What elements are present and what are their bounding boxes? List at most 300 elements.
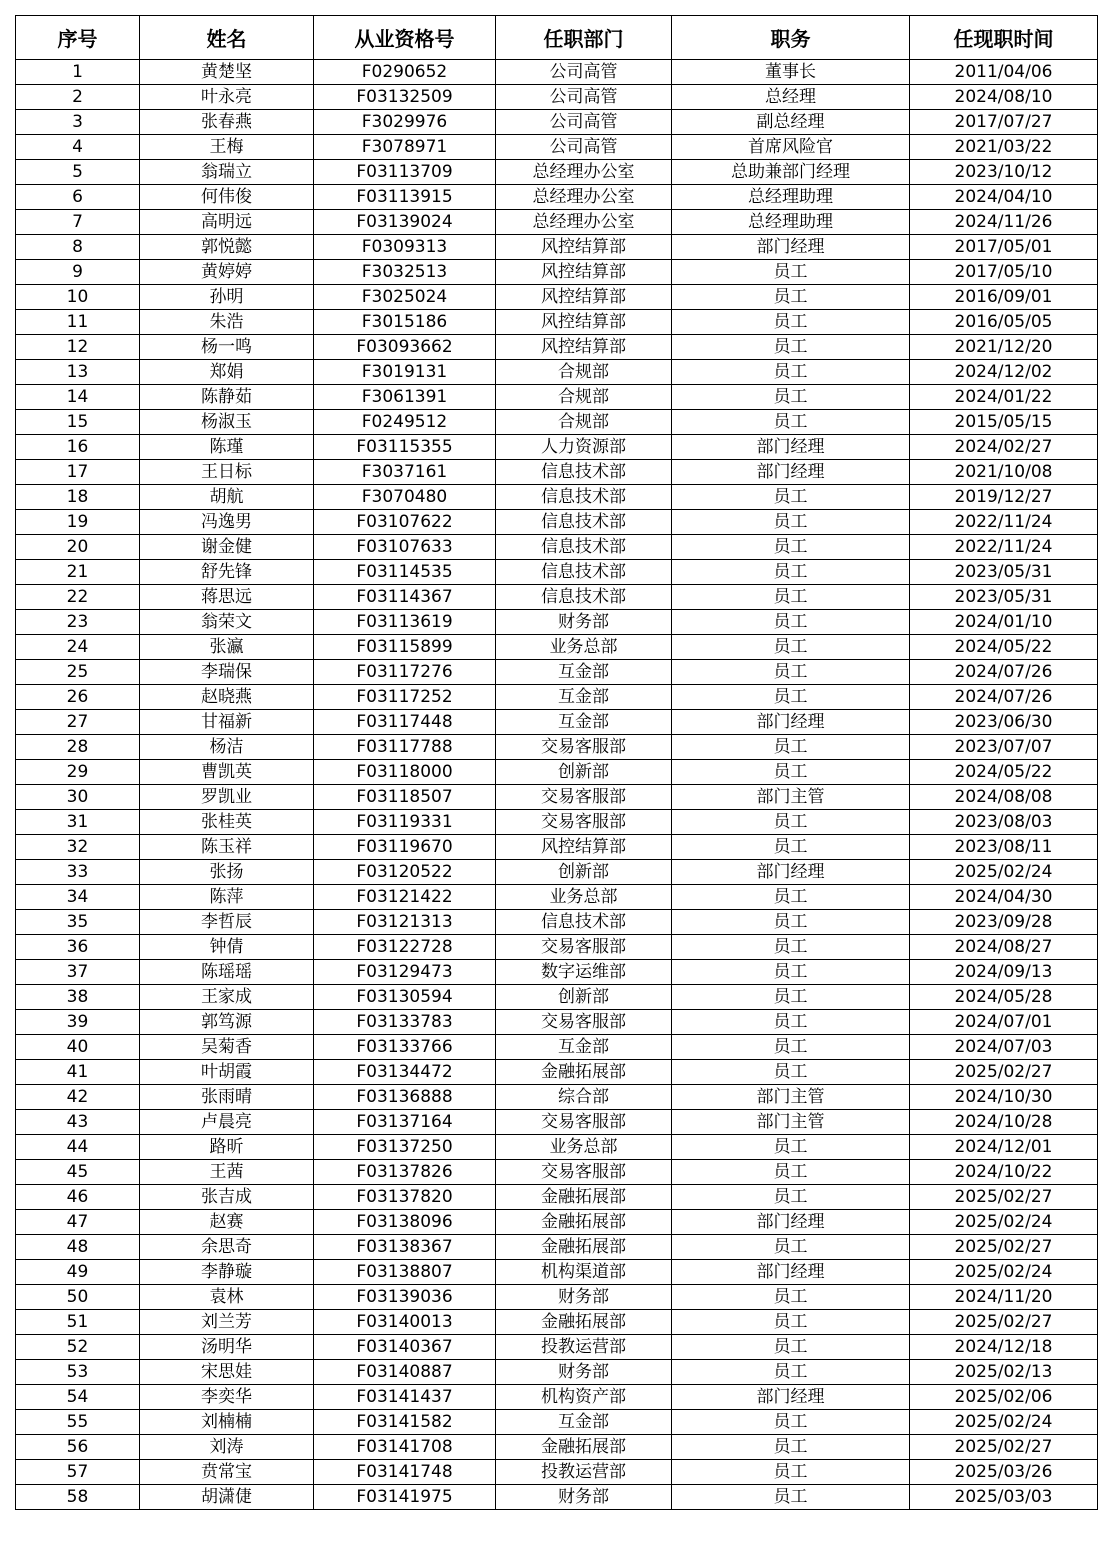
table-row [16,335,1098,360]
cell-position: 首席风险官 [672,135,910,160]
table-row [16,235,1098,260]
cell-department: 金融拓展部 [496,1435,672,1460]
cell-position: 总经理助理 [672,185,910,210]
table-row [16,135,1098,160]
cell-serial-number: 34 [16,885,140,910]
cell-position: 员工 [672,335,910,360]
cell-appointment-date: 2023/08/11 [910,835,1098,860]
cell-appointment-date: 2024/11/20 [910,1285,1098,1310]
table-row [16,1085,1098,1110]
cell-appointment-date: 2025/02/27 [910,1310,1098,1335]
cell-serial-number: 13 [16,360,140,385]
cell-department: 公司高管 [496,60,672,85]
cell-appointment-date: 2025/03/26 [910,1460,1098,1485]
cell-appointment-date: 2024/08/08 [910,785,1098,810]
table-row [16,1260,1098,1285]
cell-serial-number: 29 [16,760,140,785]
cell-serial-number: 42 [16,1085,140,1110]
cell-appointment-date: 2015/05/15 [910,410,1098,435]
table-row [16,1060,1098,1085]
cell-department: 综合部 [496,1085,672,1110]
table-row [16,210,1098,235]
cell-name: 王家成 [140,985,314,1010]
cell-appointment-date: 2023/09/28 [910,910,1098,935]
cell-department: 业务总部 [496,635,672,660]
cell-department: 金融拓展部 [496,1235,672,1260]
cell-name: 宋思娃 [140,1360,314,1385]
cell-name: 赵晓燕 [140,685,314,710]
cell-department: 风控结算部 [496,260,672,285]
cell-serial-number: 51 [16,1310,140,1335]
cell-department: 信息技术部 [496,910,672,935]
cell-appointment-date: 2022/11/24 [910,510,1098,535]
cell-serial-number: 50 [16,1285,140,1310]
cell-department: 交易客服部 [496,810,672,835]
cell-name: 叶胡霞 [140,1060,314,1085]
cell-name: 胡航 [140,485,314,510]
cell-position: 员工 [672,485,910,510]
cell-appointment-date: 2021/10/08 [910,460,1098,485]
cell-name: 路昕 [140,1135,314,1160]
cell-serial-number: 41 [16,1060,140,1085]
header-appointment-date: 任现职时间 [910,16,1098,60]
table-header [16,16,1098,60]
cell-serial-number: 10 [16,285,140,310]
cell-serial-number: 43 [16,1110,140,1135]
cell-position: 部门主管 [672,1110,910,1135]
cell-name: 钟倩 [140,935,314,960]
cell-position: 员工 [672,360,910,385]
cell-qualification-number: F03139024 [314,210,496,235]
cell-appointment-date: 2019/12/27 [910,485,1098,510]
cell-serial-number: 19 [16,510,140,535]
cell-department: 总经理办公室 [496,160,672,185]
cell-appointment-date: 2025/02/27 [910,1235,1098,1260]
cell-position: 员工 [672,585,910,610]
cell-position: 员工 [672,760,910,785]
cell-position: 员工 [672,1360,910,1385]
table-row [16,535,1098,560]
cell-appointment-date: 2023/06/30 [910,710,1098,735]
cell-department: 创新部 [496,860,672,885]
cell-appointment-date: 2024/07/03 [910,1035,1098,1060]
table-row [16,485,1098,510]
cell-qualification-number: F3078971 [314,135,496,160]
cell-department: 金融拓展部 [496,1210,672,1235]
cell-serial-number: 23 [16,610,140,635]
cell-serial-number: 17 [16,460,140,485]
table-row [16,960,1098,985]
cell-serial-number: 9 [16,260,140,285]
cell-appointment-date: 2025/02/27 [910,1060,1098,1085]
cell-qualification-number: F03136888 [314,1085,496,1110]
cell-name: 谢金健 [140,535,314,560]
cell-name: 郑娟 [140,360,314,385]
cell-qualification-number: F0249512 [314,410,496,435]
cell-position: 员工 [672,835,910,860]
cell-department: 业务总部 [496,1135,672,1160]
cell-appointment-date: 2024/11/26 [910,210,1098,235]
table-row [16,1335,1098,1360]
cell-position: 员工 [672,660,910,685]
cell-appointment-date: 2024/10/22 [910,1160,1098,1185]
table-row [16,310,1098,335]
cell-name: 李奕华 [140,1385,314,1410]
cell-serial-number: 7 [16,210,140,235]
cell-name: 翁荣文 [140,610,314,635]
cell-qualification-number: F3029976 [314,110,496,135]
cell-department: 互金部 [496,1035,672,1060]
cell-name: 余思奇 [140,1235,314,1260]
table-row [16,435,1098,460]
cell-position: 员工 [672,385,910,410]
cell-name: 赵赛 [140,1210,314,1235]
cell-name: 黄楚坚 [140,60,314,85]
cell-serial-number: 30 [16,785,140,810]
cell-serial-number: 55 [16,1410,140,1435]
cell-position: 员工 [672,1285,910,1310]
cell-position: 总经理助理 [672,210,910,235]
cell-position: 员工 [672,1010,910,1035]
cell-name: 甘福新 [140,710,314,735]
table-row [16,885,1098,910]
cell-appointment-date: 2024/10/28 [910,1110,1098,1135]
staff-qualification-table [15,15,1098,1510]
table-row [16,1185,1098,1210]
cell-qualification-number: F03117788 [314,735,496,760]
cell-position: 员工 [672,1035,910,1060]
cell-name: 何伟俊 [140,185,314,210]
cell-qualification-number: F3070480 [314,485,496,510]
cell-name: 张瀛 [140,635,314,660]
cell-department: 公司高管 [496,135,672,160]
cell-name: 朱浩 [140,310,314,335]
cell-department: 信息技术部 [496,535,672,560]
cell-department: 数字运维部 [496,960,672,985]
cell-appointment-date: 2025/02/27 [910,1435,1098,1460]
cell-qualification-number: F03140367 [314,1335,496,1360]
cell-department: 财务部 [496,1285,672,1310]
cell-appointment-date: 2025/02/27 [910,1185,1098,1210]
cell-appointment-date: 2017/05/01 [910,235,1098,260]
cell-name: 李哲辰 [140,910,314,935]
cell-qualification-number: F03119331 [314,810,496,835]
cell-appointment-date: 2016/09/01 [910,285,1098,310]
cell-qualification-number: F03119670 [314,835,496,860]
cell-name: 张雨晴 [140,1085,314,1110]
table-row [16,360,1098,385]
cell-position: 员工 [672,735,910,760]
cell-serial-number: 47 [16,1210,140,1235]
cell-name: 刘楠楠 [140,1410,314,1435]
cell-qualification-number: F03130594 [314,985,496,1010]
cell-qualification-number: F03118000 [314,760,496,785]
cell-position: 员工 [672,1435,910,1460]
table-row [16,1410,1098,1435]
table-row [16,685,1098,710]
table-row [16,585,1098,610]
cell-qualification-number: F03138807 [314,1260,496,1285]
cell-position: 员工 [672,1160,910,1185]
cell-serial-number: 31 [16,810,140,835]
cell-department: 信息技术部 [496,485,672,510]
table-row [16,1110,1098,1135]
cell-appointment-date: 2023/05/31 [910,585,1098,610]
cell-name: 张春燕 [140,110,314,135]
cell-serial-number: 8 [16,235,140,260]
table-row [16,835,1098,860]
cell-name: 张扬 [140,860,314,885]
cell-position: 员工 [672,1485,910,1510]
cell-department: 交易客服部 [496,1110,672,1135]
cell-serial-number: 36 [16,935,140,960]
cell-qualification-number: F03139036 [314,1285,496,1310]
cell-name: 汤明华 [140,1335,314,1360]
table-row [16,710,1098,735]
cell-department: 业务总部 [496,885,672,910]
cell-serial-number: 38 [16,985,140,1010]
cell-serial-number: 56 [16,1435,140,1460]
cell-department: 风控结算部 [496,835,672,860]
table-row [16,1210,1098,1235]
cell-position: 员工 [672,560,910,585]
cell-appointment-date: 2025/02/06 [910,1385,1098,1410]
cell-qualification-number: F03137820 [314,1185,496,1210]
cell-name: 杨一鸣 [140,335,314,360]
cell-serial-number: 6 [16,185,140,210]
cell-qualification-number: F03133766 [314,1035,496,1060]
cell-appointment-date: 2024/05/22 [910,635,1098,660]
cell-appointment-date: 2021/12/20 [910,335,1098,360]
cell-qualification-number: F03121422 [314,885,496,910]
cell-name: 陈玉祥 [140,835,314,860]
cell-position: 员工 [672,985,910,1010]
cell-serial-number: 48 [16,1235,140,1260]
table-row [16,510,1098,535]
cell-position: 部门经理 [672,460,910,485]
cell-position: 员工 [672,1185,910,1210]
cell-serial-number: 57 [16,1460,140,1485]
table-row [16,385,1098,410]
cell-serial-number: 16 [16,435,140,460]
cell-appointment-date: 2025/02/13 [910,1360,1098,1385]
cell-qualification-number: F03107633 [314,535,496,560]
table-row [16,635,1098,660]
cell-position: 员工 [672,1235,910,1260]
cell-appointment-date: 2024/09/13 [910,960,1098,985]
cell-qualification-number: F03132509 [314,85,496,110]
cell-qualification-number: F03138096 [314,1210,496,1235]
table-row [16,1010,1098,1035]
cell-position: 员工 [672,285,910,310]
cell-qualification-number: F03141975 [314,1485,496,1510]
cell-qualification-number: F03137250 [314,1135,496,1160]
cell-name: 刘涛 [140,1435,314,1460]
cell-serial-number: 39 [16,1010,140,1035]
cell-department: 总经理办公室 [496,185,672,210]
cell-appointment-date: 2024/02/27 [910,435,1098,460]
cell-department: 总经理办公室 [496,210,672,235]
cell-department: 公司高管 [496,85,672,110]
cell-serial-number: 52 [16,1335,140,1360]
cell-department: 交易客服部 [496,1010,672,1035]
table-row [16,910,1098,935]
cell-serial-number: 32 [16,835,140,860]
cell-serial-number: 24 [16,635,140,660]
header-position: 职务 [672,16,910,60]
cell-name: 孙明 [140,285,314,310]
cell-appointment-date: 2024/01/22 [910,385,1098,410]
table-row [16,1285,1098,1310]
cell-department: 金融拓展部 [496,1185,672,1210]
table-row [16,810,1098,835]
cell-qualification-number: F03141748 [314,1460,496,1485]
cell-department: 金融拓展部 [496,1060,672,1085]
table-row [16,1160,1098,1185]
cell-appointment-date: 2024/05/22 [910,760,1098,785]
cell-department: 投教运营部 [496,1460,672,1485]
cell-appointment-date: 2021/03/22 [910,135,1098,160]
cell-serial-number: 53 [16,1360,140,1385]
table-row [16,1035,1098,1060]
cell-appointment-date: 2024/12/02 [910,360,1098,385]
cell-department: 风控结算部 [496,285,672,310]
cell-serial-number: 45 [16,1160,140,1185]
cell-department: 合规部 [496,410,672,435]
cell-name: 王茜 [140,1160,314,1185]
cell-position: 员工 [672,685,910,710]
cell-serial-number: 25 [16,660,140,685]
cell-name: 杨洁 [140,735,314,760]
cell-appointment-date: 2023/07/07 [910,735,1098,760]
cell-serial-number: 15 [16,410,140,435]
cell-position: 员工 [672,310,910,335]
cell-name: 冯逸男 [140,510,314,535]
cell-name: 陈瑶瑶 [140,960,314,985]
cell-position: 部门经理 [672,1260,910,1285]
cell-position: 员工 [672,960,910,985]
cell-name: 张吉成 [140,1185,314,1210]
cell-position: 员工 [672,885,910,910]
cell-serial-number: 40 [16,1035,140,1060]
cell-qualification-number: F03138367 [314,1235,496,1260]
cell-name: 胡潇倢 [140,1485,314,1510]
cell-position: 部门经理 [672,860,910,885]
cell-position: 员工 [672,610,910,635]
table-row [16,735,1098,760]
cell-qualification-number: F03093662 [314,335,496,360]
cell-qualification-number: F3037161 [314,460,496,485]
table-row [16,1485,1098,1510]
table-row [16,410,1098,435]
cell-position: 员工 [672,1135,910,1160]
cell-qualification-number: F03140887 [314,1360,496,1385]
cell-serial-number: 49 [16,1260,140,1285]
cell-name: 王日标 [140,460,314,485]
table-row [16,1385,1098,1410]
cell-name: 郭笃源 [140,1010,314,1035]
cell-position: 员工 [672,810,910,835]
cell-serial-number: 26 [16,685,140,710]
cell-department: 财务部 [496,1485,672,1510]
cell-qualification-number: F03140013 [314,1310,496,1335]
cell-name: 袁林 [140,1285,314,1310]
cell-department: 风控结算部 [496,310,672,335]
cell-name: 黄婷婷 [140,260,314,285]
cell-serial-number: 11 [16,310,140,335]
cell-appointment-date: 2024/08/10 [910,85,1098,110]
cell-appointment-date: 2025/02/24 [910,1210,1098,1235]
table-row [16,560,1098,585]
table-row [16,660,1098,685]
cell-department: 风控结算部 [496,335,672,360]
cell-position: 员工 [672,510,910,535]
table-row [16,1310,1098,1335]
cell-department: 合规部 [496,385,672,410]
cell-qualification-number: F03114535 [314,560,496,585]
cell-appointment-date: 2011/04/06 [910,60,1098,85]
cell-qualification-number: F3061391 [314,385,496,410]
cell-position: 董事长 [672,60,910,85]
cell-qualification-number: F03113709 [314,160,496,185]
cell-name: 陈静茹 [140,385,314,410]
cell-serial-number: 18 [16,485,140,510]
cell-qualification-number: F03137164 [314,1110,496,1135]
cell-qualification-number: F03115899 [314,635,496,660]
cell-name: 罗凯业 [140,785,314,810]
cell-qualification-number: F03141708 [314,1435,496,1460]
cell-qualification-number: F0309313 [314,235,496,260]
table-row [16,110,1098,135]
cell-department: 互金部 [496,685,672,710]
cell-department: 信息技术部 [496,585,672,610]
cell-name: 卢晨亮 [140,1110,314,1135]
cell-appointment-date: 2024/10/30 [910,1085,1098,1110]
cell-appointment-date: 2025/03/03 [910,1485,1098,1510]
cell-name: 李静璇 [140,1260,314,1285]
cell-name: 李瑞保 [140,660,314,685]
cell-name: 吴菊香 [140,1035,314,1060]
cell-qualification-number: F03141582 [314,1410,496,1435]
cell-serial-number: 14 [16,385,140,410]
cell-appointment-date: 2023/08/03 [910,810,1098,835]
cell-serial-number: 35 [16,910,140,935]
cell-qualification-number: F0290652 [314,60,496,85]
cell-serial-number: 20 [16,535,140,560]
cell-department: 创新部 [496,985,672,1010]
cell-position: 部门经理 [672,710,910,735]
cell-department: 互金部 [496,1410,672,1435]
table-row [16,1235,1098,1260]
cell-qualification-number: F03122728 [314,935,496,960]
table-row [16,185,1098,210]
cell-position: 部门经理 [672,435,910,460]
cell-position: 员工 [672,1460,910,1485]
cell-appointment-date: 2016/05/05 [910,310,1098,335]
header-row [16,16,1098,60]
table-row [16,610,1098,635]
cell-department: 信息技术部 [496,460,672,485]
cell-name: 高明远 [140,210,314,235]
cell-department: 公司高管 [496,110,672,135]
cell-department: 信息技术部 [496,560,672,585]
cell-department: 机构渠道部 [496,1260,672,1285]
cell-name: 刘兰芳 [140,1310,314,1335]
cell-serial-number: 3 [16,110,140,135]
cell-position: 员工 [672,935,910,960]
table-row [16,785,1098,810]
header-qualification-number: 从业资格号 [314,16,496,60]
